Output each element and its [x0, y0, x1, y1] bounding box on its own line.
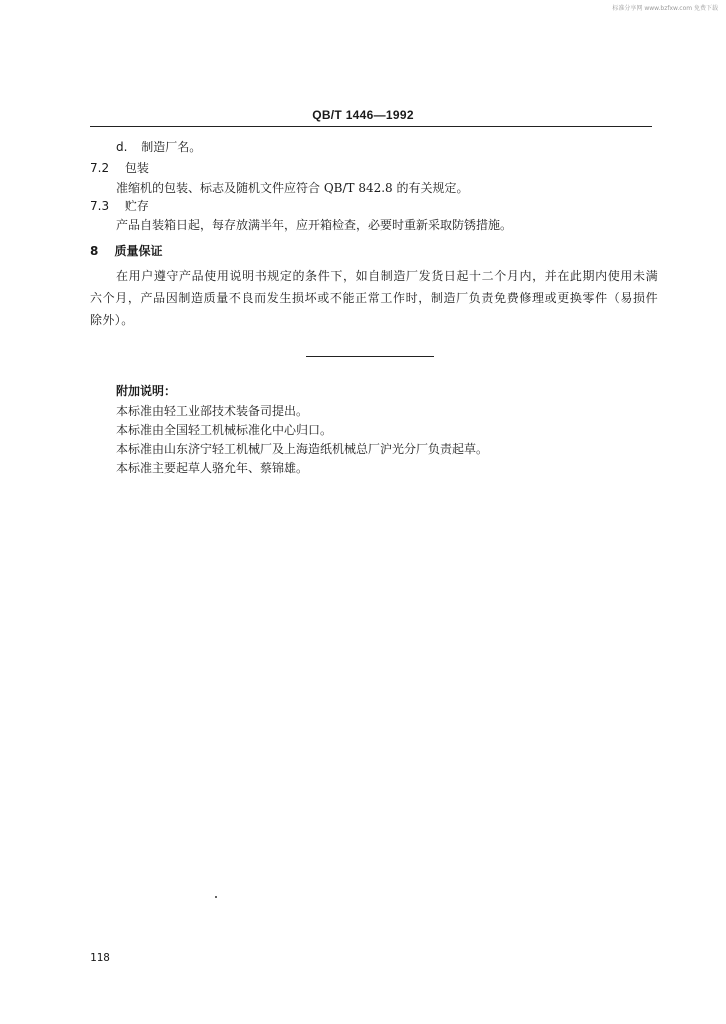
- section-title: 质量保证: [114, 244, 163, 258]
- section-body-8: 在用户遵守产品使用说明书规定的条件下，如自制造厂发货日起十二个月内，并在此期内使用未满六个月，产品因制造质量不良而发生损坏或不能正常工作时，制造厂负责免费修理或更换零件（易损件除外）。: [90, 269, 658, 327]
- notes-line: 本标准由山东济宁轻工机械厂及上海造纸机械总厂沪光分厂负责起草。: [116, 442, 489, 456]
- section-number: 7.3: [90, 199, 110, 213]
- section-number: 8: [90, 244, 99, 258]
- section-heading-8: [90, 244, 163, 258]
- header-rule: [90, 126, 652, 127]
- notes-heading: 附加说明：: [116, 384, 177, 398]
- notes-line: 本标准主要起草人骆允年、蔡锦雄。: [116, 461, 309, 475]
- notes-line: 本标准由轻工业部技术装备司提出。: [116, 404, 309, 418]
- section-separator: [306, 356, 434, 357]
- notes-line: 本标准由全国轻工机械标准化中心归口。: [116, 423, 333, 437]
- section-body-7-2: 准缩机的包装、标志及随机文件应符合 QB/T 842.8 的有关规定。: [116, 181, 469, 195]
- section-heading-7-2: [90, 161, 149, 175]
- scan-speck: [215, 896, 217, 898]
- section-body-7-3: 产品自装箱日起，每存放满半年，应开箱检查，必要时重新采取防锈措施。: [116, 218, 513, 232]
- standard-code-header: QB/T 1446—1992: [312, 108, 414, 122]
- section-title: 贮存: [124, 199, 149, 213]
- section-heading-7-3: [90, 199, 149, 213]
- section-number: 7.2: [90, 161, 110, 175]
- section-title: 包装: [124, 161, 149, 175]
- page-number: 118: [90, 951, 110, 964]
- list-item-marker: d.: [116, 140, 128, 154]
- watermark-text: 标准分享网 www.bzfxw.com 免费下载: [612, 5, 718, 12]
- list-item-d: [116, 140, 201, 154]
- list-item-text: 制造厂名。: [141, 140, 202, 154]
